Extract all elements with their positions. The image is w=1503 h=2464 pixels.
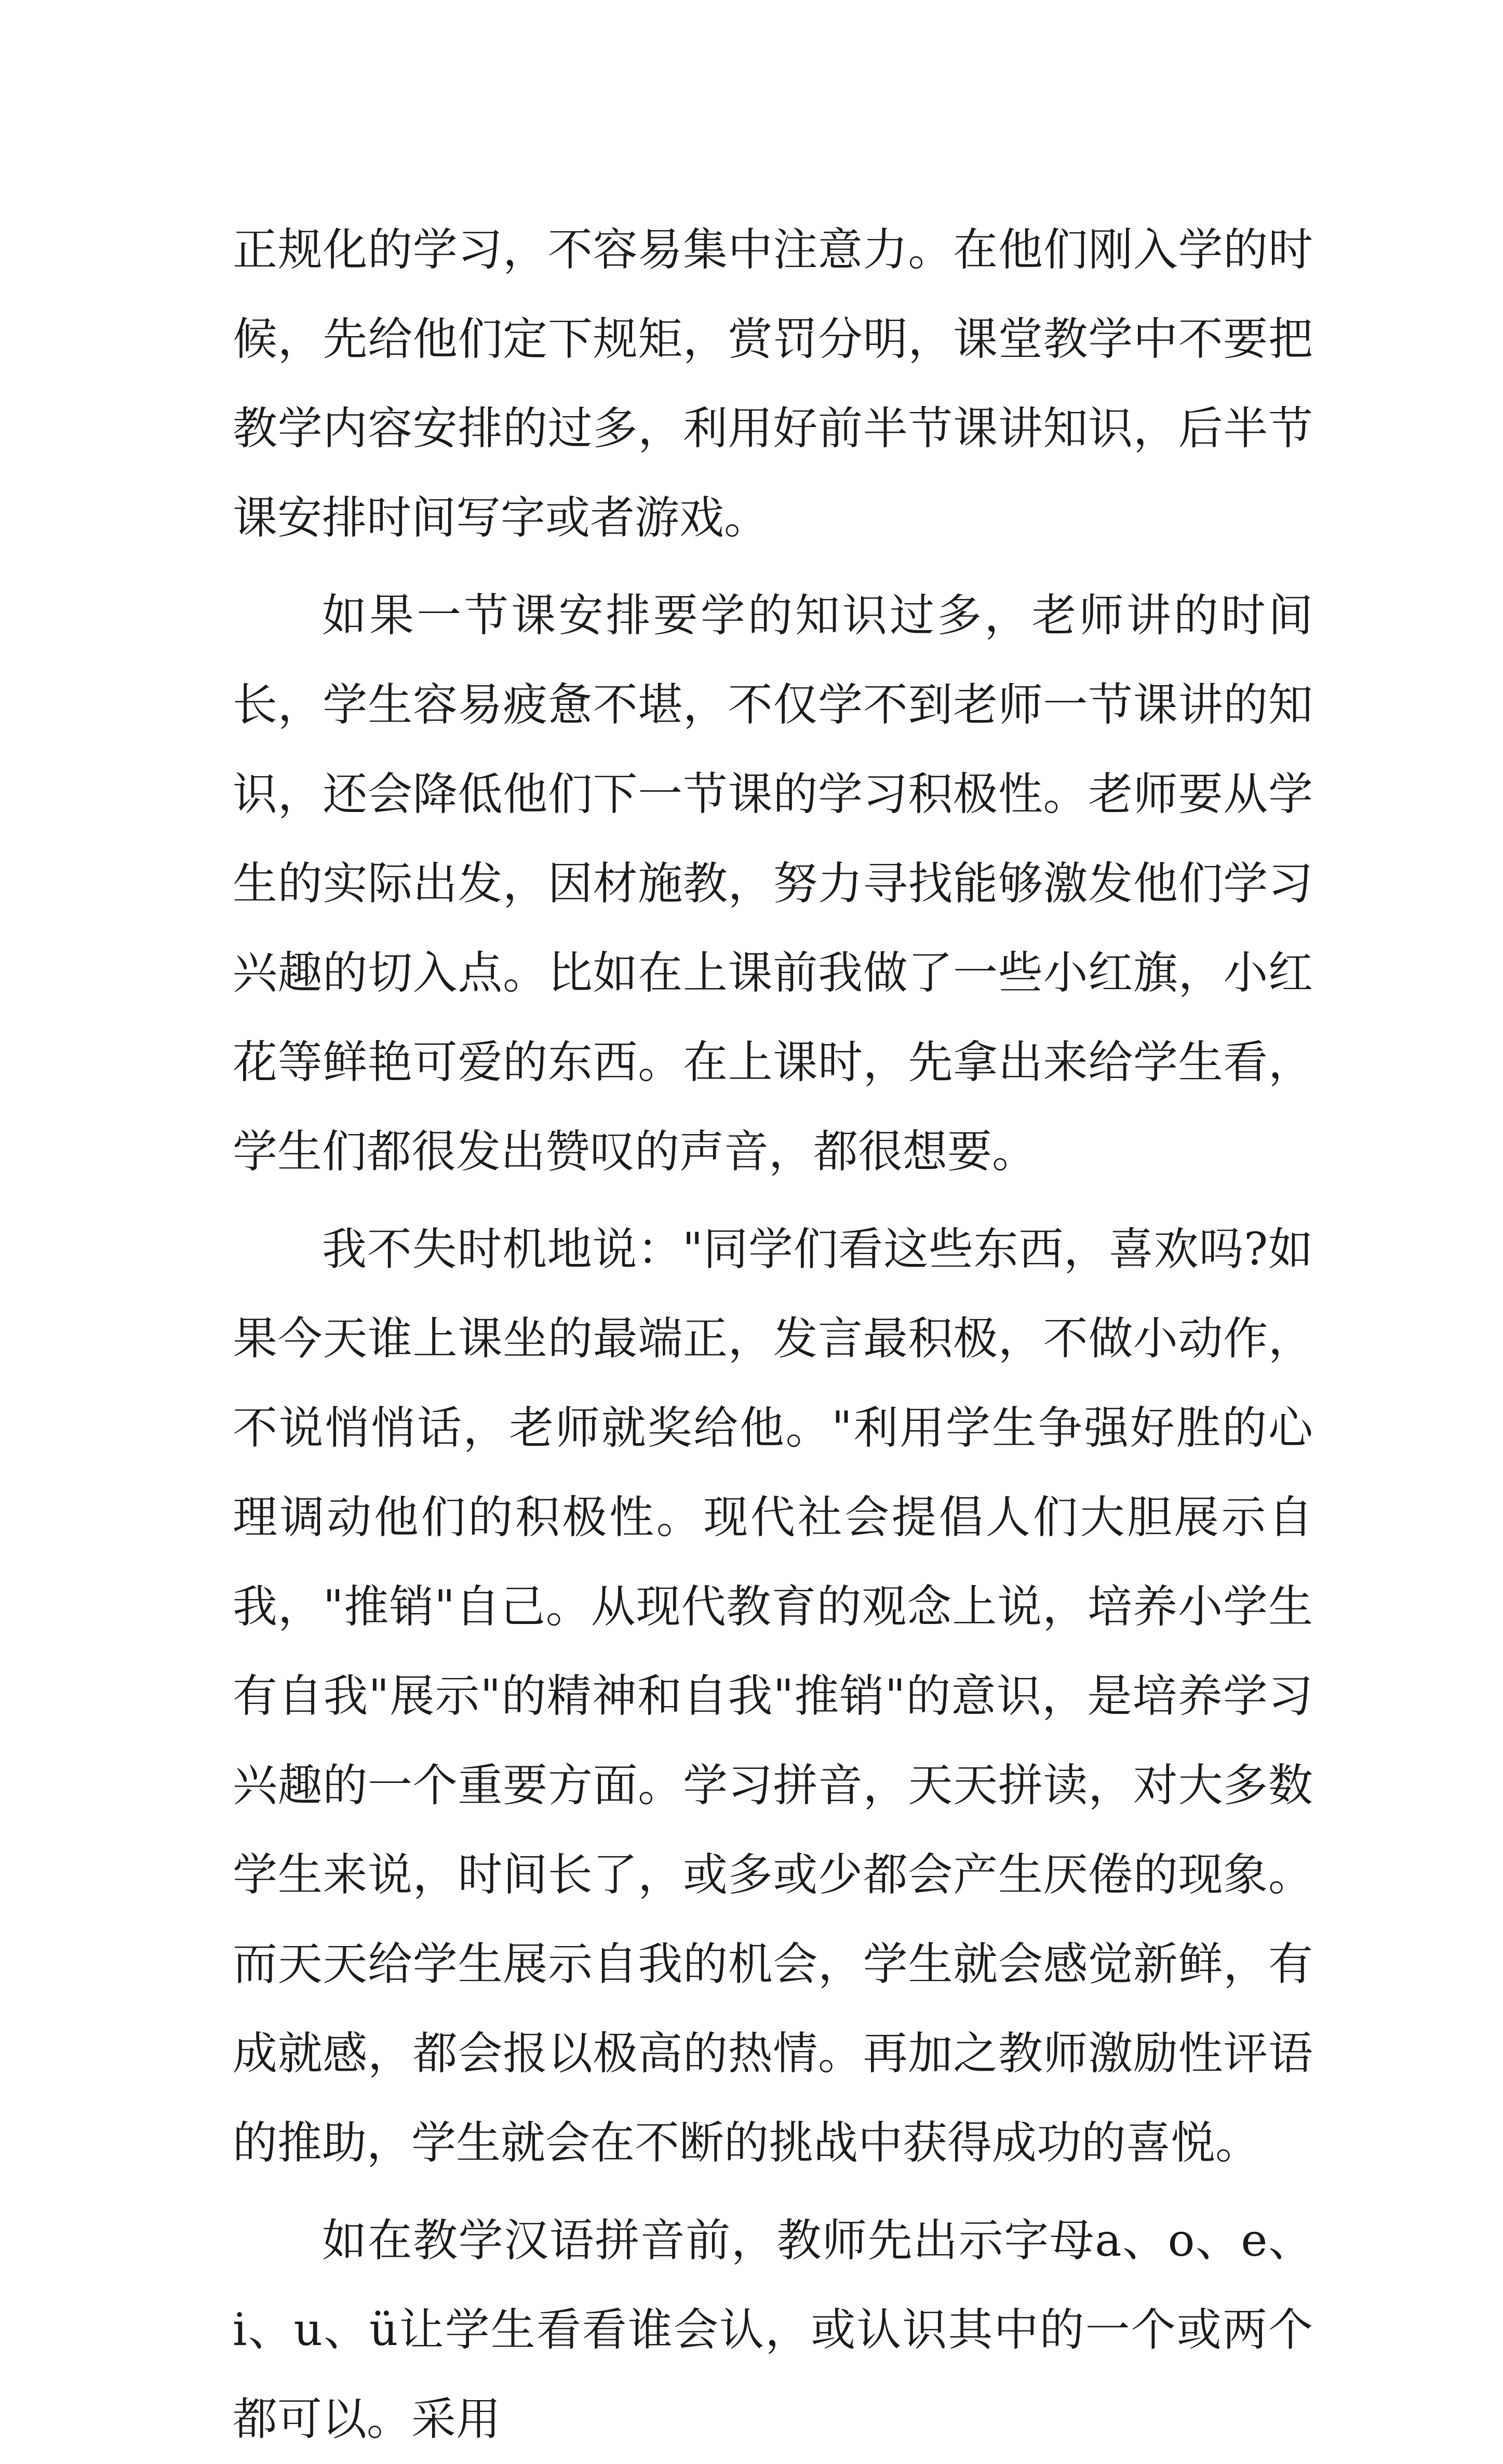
paragraph-2: 如果一节课安排要学的知识过多，老师讲的时间长，学生容易疲惫不堪，不仅学不到老师一节课讲的知识，还会降低他们下一节课的学习积极性。老师要从学生的实际出发，因材施教，努力寻找能够激发他们学习兴趣的切入点。比如在上课前我做了一些小红旗，小红花等鲜艳可爱的东西。在上课时，先拿出来给学生看，学生们都很发出赞叹的声音，都很想要。	[233, 590, 1313, 1178]
paragraph-4: 如在教学汉语拼音前，教师先出示字母a、o、e、i、u、ü让学生看看谁会认，或认识其中的一个或两个都可以。采用	[233, 2215, 1313, 2445]
document-body	[233, 205, 1313, 2464]
paragraph-1: 正规化的学习，不容易集中注意力。在他们刚入学的时候，先给他们定下规矩，赏罚分明，课堂教学中不要把教学内容安排的过多，利用好前半节课讲知识，后半节课安排时间写字或者游戏。	[233, 224, 1313, 544]
paragraph-3: 我不失时机地说："同学们看这些东西，喜欢吗?如果今天谁上课坐的最端正，发言最积极，不做小动作，不说悄悄话，老师就奖给他。"利用学生争强好胜的心理调动他们的积极性。现代社会提倡人们大胆展示自我，"推销"自己。从现代教育的观念上说，培养小学生有自我"展示"的精神和自我"推销"的意识，是培养学习兴趣的一个重要方面。学习拼音，天天拼读，对大多数学生来说，时间长了，或多或少都会产生厌倦的现象。而天天给学生展示自我的机会，学生就会感觉新鲜，有成就感，都会报以极高的热情。再加之教师激励性评语的推助，学生就会在不断的挑战中获得成功的喜悦。	[233, 1223, 1313, 2169]
